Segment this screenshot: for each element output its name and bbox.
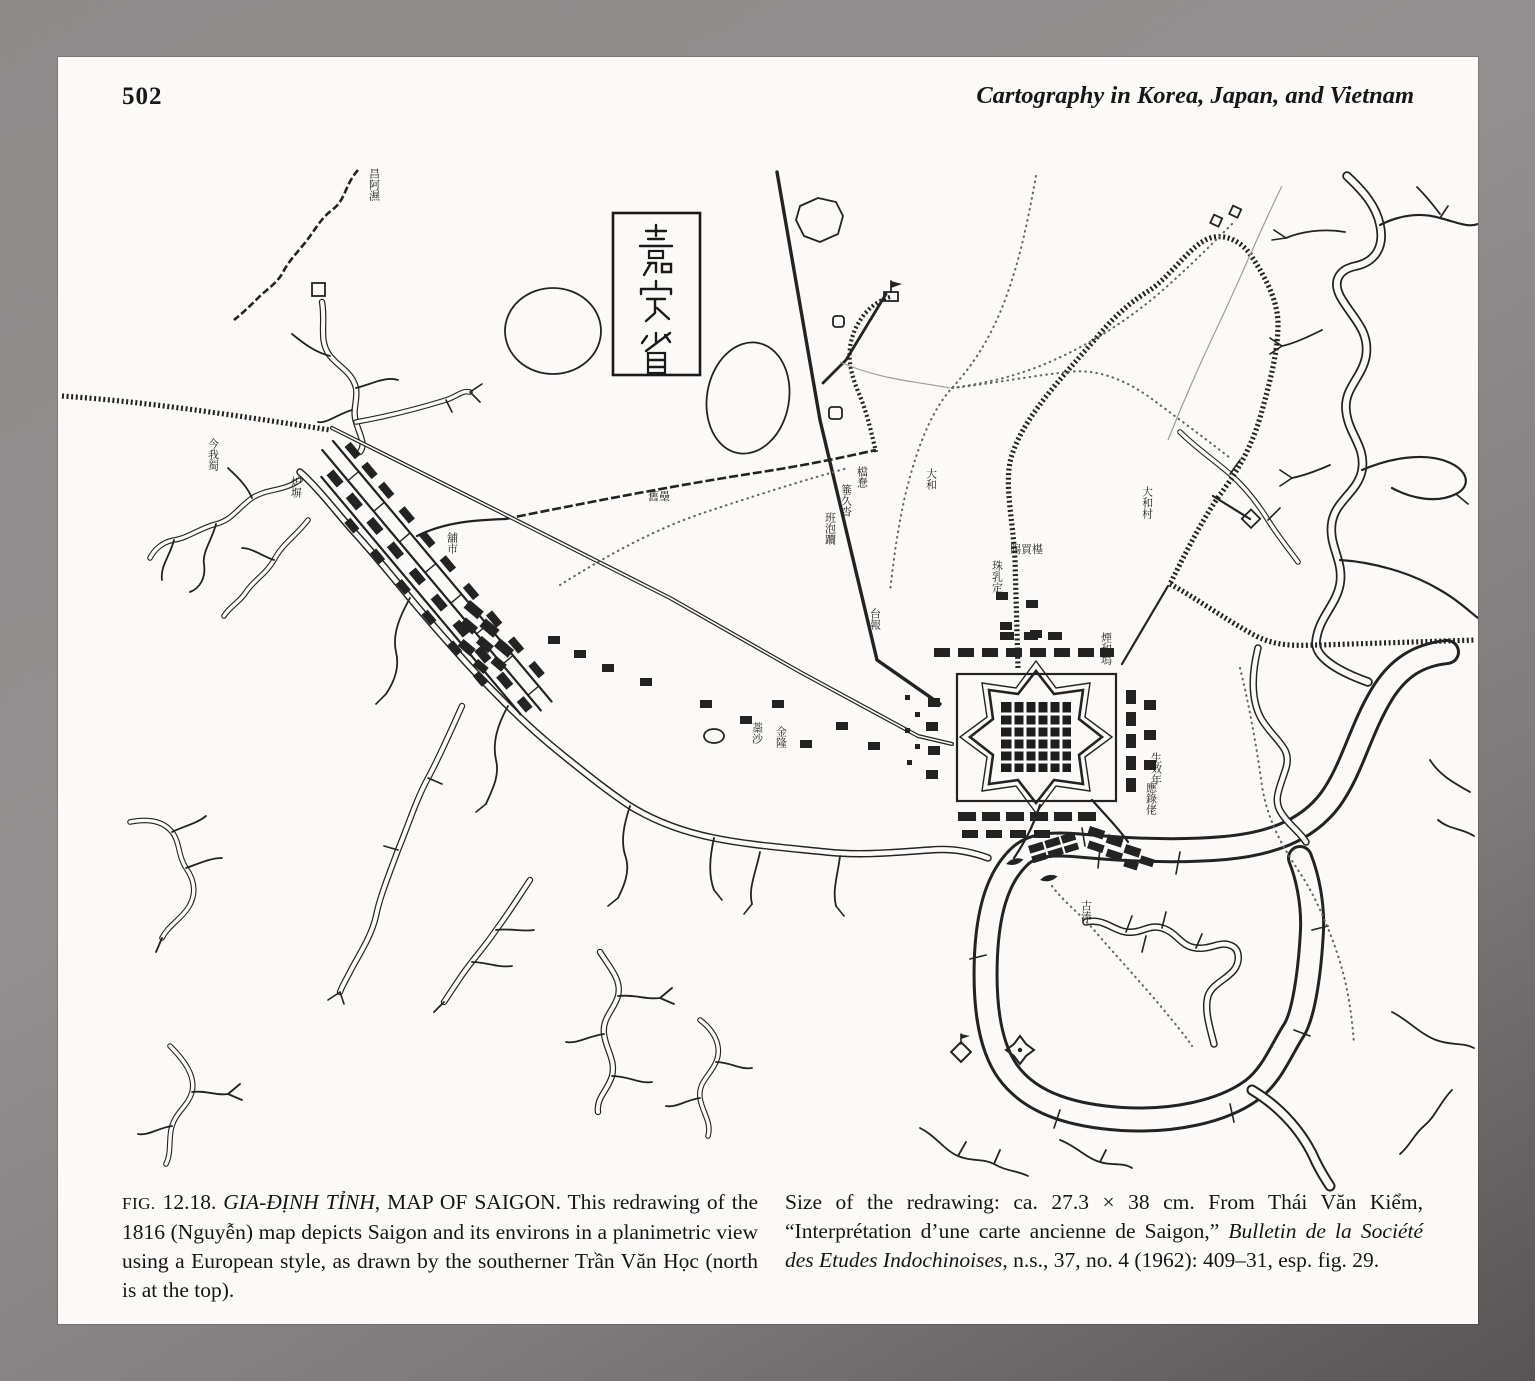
- book-page: [58, 57, 1478, 1324]
- map-label: 古淎: [1079, 900, 1093, 922]
- map-labels: [207, 168, 1163, 922]
- map-label: 台報: [868, 608, 882, 630]
- map-label: 昌阿濕: [367, 168, 381, 201]
- map-label: 大和: [924, 468, 938, 490]
- roadside-blocks: [548, 636, 880, 750]
- pond-west: [505, 288, 601, 374]
- fort-flag-icon: [951, 1034, 971, 1062]
- map-label: 班泡躢: [823, 512, 837, 545]
- map-label: 今我蜀: [206, 438, 220, 471]
- cartouche-glyph-3: [642, 333, 670, 373]
- caption-right-column: Size of the redrawing: ca. 27.3 × 38 cm. From Thái Văn Kiểm, “Interprétation d’une carte ancienne de Saigon,” Bulletin de la Société des Etudes Indochinoises, n.s., 37, no. 4 (1962): 409–31, esp. fig. 29.: [785, 1190, 1423, 1272]
- map-label: 應錄佬: [1144, 782, 1158, 815]
- map-label: 舊壘: [648, 490, 670, 503]
- northern-highway: [1008, 237, 1278, 668]
- long-straight-road: [777, 172, 940, 704]
- cholon-blocks: [307, 442, 556, 724]
- map-label: 舖市: [445, 532, 459, 554]
- map-label: 大和村: [1140, 486, 1154, 519]
- page-number: 502: [122, 83, 163, 110]
- map-label: 金隆: [774, 726, 788, 748]
- map-label: 生效年: [1149, 752, 1163, 785]
- cartouche-glyph-2: [641, 281, 671, 321]
- old-rampart: [505, 450, 876, 519]
- map-label: 炉塀: [289, 476, 303, 498]
- map-label: 箠久沓: [839, 484, 853, 517]
- map-label: 珠乳定: [990, 560, 1004, 593]
- map-label: 賜買樭: [1010, 543, 1043, 556]
- fort-square-nw: [312, 283, 325, 296]
- map-label: 煙和塢: [1099, 632, 1113, 665]
- road-network: [62, 170, 1476, 1046]
- boat-icon: [1039, 873, 1058, 883]
- flag-road: [823, 294, 886, 383]
- river-branch: [1380, 215, 1478, 225]
- pond-north: [796, 198, 843, 242]
- cholon-district: [299, 433, 880, 750]
- map-label: 藁沙: [750, 722, 764, 744]
- flag-icon: [884, 281, 902, 301]
- coast-road: [234, 170, 358, 320]
- ponds: [312, 198, 1260, 743]
- embankment-road: [62, 396, 330, 430]
- fort-icons: [884, 281, 1034, 1064]
- map-label: 檔惷: [855, 466, 869, 488]
- caption-left-column: FIG. 12.18. GIA-ĐỊNH TỈNH, MAP OF SAIGON. This redrawing of the 1816 (Nguyễn) map depicts Saigon and its environs in a planimetric view using a European style, as drawn by the southerner Trần Văn Học (north is at the top).: [122, 1190, 758, 1302]
- map-figure: [58, 117, 1478, 1197]
- pond-east: [698, 336, 798, 461]
- cartouche-glyph-1: [640, 225, 672, 275]
- running-head: Cartography in Korea, Japan, and Vietnam: [976, 82, 1414, 109]
- cartouche: [613, 213, 700, 375]
